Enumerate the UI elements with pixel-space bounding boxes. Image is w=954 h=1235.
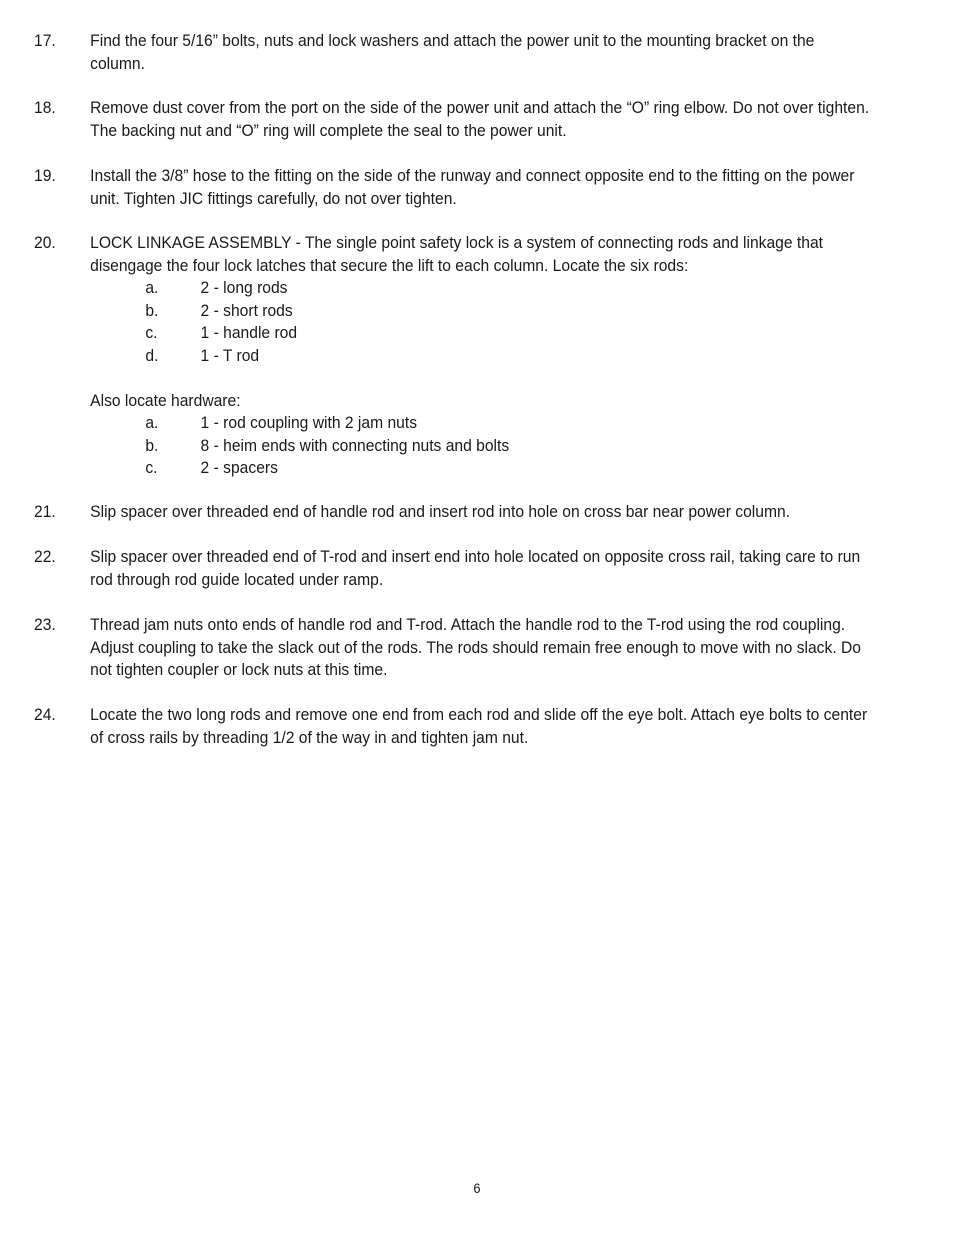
hardware-intro: Also locate hardware:	[90, 390, 241, 410]
step-text: Install the 3/8” hose to the fitting on the side of the runway and connect opposite end to the fitting on the power unit. Tighten JIC fittings carefully, do not over tighten.	[90, 166, 855, 208]
rod-list-item	[90, 322, 872, 345]
list-text: 2 - long rods	[200, 278, 288, 297]
step-text: LOCK LINKAGE ASSEMBLY - The single point safety lock is a system of connecting rods and linkage that disengage the four lock latches that secure the lift to each column. Locate the six rods:	[90, 233, 824, 275]
hardware-list-item	[90, 412, 872, 435]
step-text: Remove dust cover from the port on the side of the power unit and attach the “O” ring elbow. Do not over tighten. The backing nut and “O” ring will complete the seal to the power unit.	[90, 98, 870, 140]
step-number: 22.	[34, 547, 56, 566]
list-text: 1 - rod coupling with 2 jam nuts	[200, 413, 418, 432]
list-letter: c.	[145, 323, 158, 342]
step-number: 21.	[34, 502, 56, 521]
step-number: 24.	[34, 705, 56, 724]
list-letter: b.	[145, 300, 159, 320]
rod-list-item	[90, 277, 872, 300]
list-letter: c.	[145, 458, 158, 477]
step-number: 20.	[34, 233, 56, 252]
list-text: 1 - T rod	[200, 345, 260, 365]
list-letter: b.	[145, 435, 159, 455]
step-number: 19.	[34, 166, 56, 185]
step-text: Find the four 5/16” bolts, nuts and lock washers and attach the power unit to the mounting bracket on the column.	[90, 31, 815, 73]
page-number: 6	[473, 1180, 481, 1196]
list-text: 2 - spacers	[200, 458, 278, 477]
hardware-list-item	[90, 435, 872, 458]
step-number: 18.	[34, 98, 56, 117]
list-text: 8 - heim ends with connecting nuts and bolts	[200, 435, 510, 455]
list-text: 2 - short rods	[200, 300, 293, 320]
rod-list-item	[90, 300, 872, 323]
hardware-list-item	[90, 457, 872, 480]
step-text: Slip spacer over threaded end of T-rod and insert end into hole located on opposite cross rail, taking care to run rod through rod guide located under ramp.	[90, 547, 861, 589]
step-text: Locate the two long rods and remove one end from each rod and slide off the eye bolt. Attach eye bolts to center of cross rails by threading 1/2 of the way in and tighten jam nut.	[90, 705, 868, 747]
list-text: 1 - handle rod	[200, 323, 298, 342]
step-number: 17.	[34, 31, 56, 50]
list-letter: d.	[145, 345, 159, 365]
list-letter: a.	[145, 278, 159, 297]
rod-list-item	[90, 345, 872, 368]
step-text: Slip spacer over threaded end of handle rod and insert rod into hole on cross bar near power column.	[90, 502, 791, 521]
step-text: Thread jam nuts onto ends of handle rod and T-rod. Attach the handle rod to the T-rod using the rod coupling. Adjust coupling to take the slack out of the rods. The rods should remain free enough to move with no slack. Do not tighten coupler or lock nuts at this time.	[90, 615, 862, 679]
step-number: 23.	[34, 615, 56, 634]
list-letter: a.	[145, 413, 159, 432]
